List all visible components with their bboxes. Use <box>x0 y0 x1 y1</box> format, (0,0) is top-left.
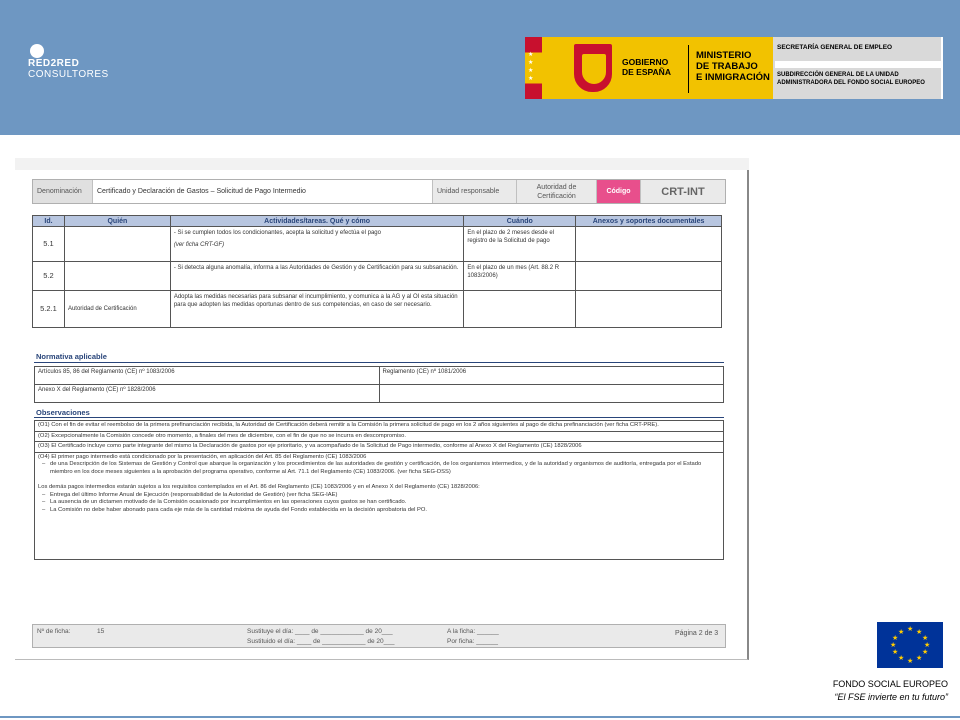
gobierno-text: GOBIERNO DE ESPAÑA <box>622 57 671 77</box>
eu-flag-icon: ★ ★ ★ ★ ★ ★ ★ ★ ★ ★ ★ ★ <box>877 622 943 668</box>
col-anexos: Anexos y soportes documentales <box>576 216 722 227</box>
gov-yellow-band <box>542 37 798 99</box>
table-header-row <box>33 216 722 227</box>
logo-dot-icon <box>30 44 44 58</box>
codigo-label: Código <box>597 180 641 203</box>
document-page <box>15 158 749 660</box>
observaciones-box <box>34 420 724 560</box>
page-number: Página 2 de 3 <box>675 630 719 637</box>
brand-line2: CONSULTORES <box>28 69 109 80</box>
ministerio-text: MINISTERIO DE TRABAJO E INMIGRACIÓN <box>696 50 770 83</box>
doc-footer: Nº de ficha: 15 Sustituye el día: ____ de ____________ de 20___ Sustituido el día: ____ de ____________ de 20___ A la ficha: ______ Por ficha: ______ Página 2 de 3 <box>32 624 726 648</box>
codigo-value: CRT-INT <box>661 185 705 198</box>
doc-title: Certificado y Declaración de Gastos – Solicitud de Pago Intermedio <box>93 180 433 203</box>
eu-stars-icon: ★ ★ ★ ★ <box>528 52 534 82</box>
table-row: 5.2 - Si detecta alguna anomalía, informa a las Autoridades de Gestión y de Certificación para su subsanación. En el plazo de un mes (Art. 88.2 R 1083/2006) <box>33 262 722 291</box>
normativa-heading: Normativa aplicable <box>36 352 107 361</box>
col-cuando: Cuándo <box>464 216 576 227</box>
observaciones-heading: Observaciones <box>36 408 90 417</box>
unidad-label: Unidad responsable <box>433 180 517 203</box>
autoridad-value: Autoridad de Certificación <box>517 180 597 203</box>
brand-line1: RED2RED <box>28 58 80 69</box>
activities-table <box>32 215 722 328</box>
table-row: 5.1 - Si se cumplen todos los condicionantes, acepta la solicitud y efectúa el pago (ver ficha CRT-GF) En el plazo de 2 meses desde el registro de la Solicitud de pago <box>33 227 722 262</box>
col-id: Id. <box>33 216 65 227</box>
obs-o3: (O3) El Certificado incluye como parte integrante del mismo la Declaración de gastos por eje prioritario, y va acompañado de la Solicitud de Pago intermedio, conforme al Anexo X del Reglamento (CE) 1828/2006 <box>35 442 723 453</box>
obs-o2: (O2) Excepcionalmente la Comisión concede otro momento, a finales del mes de diciembre, con el fin de que no se incurra en descompromiso. <box>35 432 723 443</box>
doc-header <box>32 179 726 204</box>
secretaria-text: SECRETARÍA GENERAL DE EMPLEO <box>777 44 893 51</box>
top-banner <box>0 0 960 135</box>
col-actividades: Actividades/tareas. Qué y cómo <box>170 216 464 227</box>
denominacion-label: Denominación <box>33 180 93 203</box>
fse-title: FONDO SOCIAL EUROPEO <box>832 679 948 689</box>
coat-of-arms-icon <box>572 42 614 94</box>
subdireccion-text: SUBDIRECCIÓN GENERAL DE LA UNIDAD ADMINISTRADORA DEL FONDO SOCIAL EUROPEO <box>777 72 925 86</box>
government-logo <box>525 37 943 99</box>
obs-o4: (O4) El primer pago intermedio está condicionado por la presentación, en aplicación del Art. 85 del Reglamento (CE) 1083/2006 – de una Descripción de los Sistemas de Gestión y Control que abarque la organización y los procedimientos de las autoridades de gestión y certificación, de los organismos intermedios, y de la autoridad y organismos de auditoría, entregada por el Estado miembro en los doce meses siguientes a la aprobación del programa operativo, conforme al Art. 71.1 del Reglamento (CE) 1083/2006. (ver ficha SEG-DSS) Los demás pagos intermedios estarán sujetos a los requisitos contemplados en el Art. 86 del Reglamento (CE) 1083/2006 y en el Anexo X del Reglamento (CE) 1828/2006: – Entrega del último Informe Anual de Ejecución (responsabilidad de la Autoridad de Gestión) (ver ficha SEG-IAE) – La ausencia de un dictamen motivado de la Comisión ocasionado por incumplimientos en las operaciones cuyos gastos se han certificado. – La Comisión no debe haber abonado para cada eje más de la cantidad máxima de ayuda del Fondo establecida en la decisión aprobatoria del PO. <box>35 453 723 559</box>
table-row: 5.2.1 Autoridad de Certificación Adopta las medidas necesarias para subsanar el incumplimiento, y comunica a la AG y al OI esta situación para que adopten las medidas oportunas dentro de sus competencias, en caso de ser necesario. <box>33 291 722 328</box>
obs-o1: (O1) Con el fin de evitar el reembolso de la primera prefinanciación recibida, la Autoridad de Certificación deberá remitir a la Comisión la primera solicitud de pago en los 2 años siguientes al pago de dicha prefinanciación (ver ficha CRT-PRE). <box>35 421 723 432</box>
col-quien: Quién <box>64 216 170 227</box>
fse-slogan: “El FSE invierte en tu futuro” <box>834 692 948 702</box>
normativa-table: Artículos 85, 86 del Reglamento (CE) nº 1083/2006 Reglamento (CE) nº 1081/2006 Anexo X del Reglamento (CE) nº 1828/2006 <box>34 366 724 403</box>
